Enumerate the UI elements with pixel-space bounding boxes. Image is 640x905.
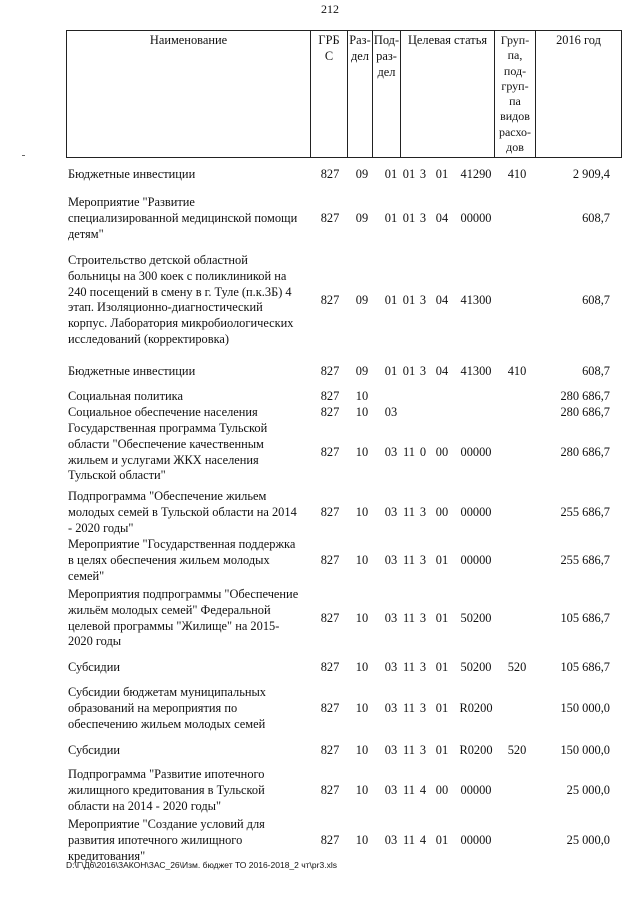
table-row xyxy=(0,817,640,864)
row-statya-program: 11 xyxy=(403,743,415,757)
row-grbs: 827 xyxy=(320,167,340,181)
page-number: 212 xyxy=(321,2,339,16)
row-name: Подпрограмма "Развитие ипотечного жилищного кредитования в Тульской области на 2014 - 2020 годы" xyxy=(68,767,265,813)
row-statya-event: 01 xyxy=(435,167,449,181)
table-row xyxy=(0,421,640,484)
row-podrazdel: 03 xyxy=(384,610,398,625)
row-name: Государственная программа Тульской области "Обеспечение качественным жильем и услугами ЖКХ населения Тульской области" xyxy=(68,421,268,483)
row-statya-code: 41300 xyxy=(460,364,492,378)
row-statya-code: 00000 xyxy=(460,832,492,847)
row-statya-program: 11 xyxy=(403,832,415,847)
row-grbs: 827 xyxy=(320,832,340,847)
row-name: Мероприятие "Развитие специализированной медицинской помощи детям" xyxy=(68,195,298,241)
row-statya-program: 11 xyxy=(403,552,415,567)
row-statya-subprogram: 4 xyxy=(419,782,427,797)
row-name: Субсидии xyxy=(68,660,120,674)
row-name: Мероприятие "Создание условий для развития ипотечного жилищного кредитования" xyxy=(68,817,265,863)
column-header-razdel: Раз- дел xyxy=(348,31,373,157)
row-statya-program: 11 xyxy=(403,660,415,674)
row-podrazdel: 03 xyxy=(384,700,398,715)
row-statya-code: 50200 xyxy=(460,610,492,625)
row-sum-2016: 608,7 xyxy=(582,292,610,307)
row-razdel: 09 xyxy=(355,364,369,378)
row-sum-2016: 150 000,0 xyxy=(560,700,610,715)
row-razdel: 10 xyxy=(355,405,369,419)
table-row xyxy=(0,195,640,242)
row-razdel: 10 xyxy=(355,660,369,674)
row-razdel: 10 xyxy=(355,389,369,403)
table-row xyxy=(0,685,640,732)
row-statya-event: 00 xyxy=(435,504,449,519)
row-name: Бюджетные инвестиции xyxy=(68,167,196,181)
table-row xyxy=(0,364,640,380)
row-statya-program: 11 xyxy=(403,700,415,715)
row-podrazdel: 03 xyxy=(384,552,398,567)
row-sum-2016: 255 686,7 xyxy=(560,552,610,567)
row-razdel: 09 xyxy=(355,292,369,307)
row-name: Социальная политика xyxy=(68,389,183,403)
row-razdel: 10 xyxy=(355,700,369,715)
row-razdel: 10 xyxy=(355,782,369,797)
table-row xyxy=(0,537,640,584)
table-row xyxy=(0,253,640,348)
row-sum-2016: 608,7 xyxy=(582,364,610,378)
row-statya-subprogram: 3 xyxy=(419,292,427,307)
column-header-statya: Целевая статья xyxy=(401,31,495,157)
row-statya-event: 00 xyxy=(435,782,449,797)
table-row xyxy=(0,389,640,405)
row-statya-event: 04 xyxy=(435,210,449,225)
row-statya-program: 01 xyxy=(402,167,416,181)
row-podrazdel: 03 xyxy=(384,832,398,847)
row-statya-event: 01 xyxy=(435,743,449,757)
column-header-year: 2016 год xyxy=(556,33,601,47)
row-grbs: 827 xyxy=(320,700,340,715)
row-vid-raskhodov: 520 xyxy=(507,743,527,757)
row-statya-program: 01 xyxy=(402,364,416,378)
row-grbs: 827 xyxy=(320,782,340,797)
row-sum-2016: 2 909,4 xyxy=(572,167,610,181)
column-header-podrazdel: Под- раз- дел xyxy=(373,31,401,157)
row-sum-2016: 150 000,0 xyxy=(560,743,610,757)
row-statya-program: 01 xyxy=(402,292,416,307)
row-grbs: 827 xyxy=(320,389,340,403)
row-sum-2016: 25 000,0 xyxy=(566,782,610,797)
row-sum-2016: 105 686,7 xyxy=(560,660,610,674)
row-statya-program: 11 xyxy=(403,444,415,459)
row-podrazdel: 01 xyxy=(384,364,398,378)
row-sum-2016: 280 686,7 xyxy=(560,444,610,459)
row-statya-code: R0200 xyxy=(459,700,493,715)
row-razdel: 09 xyxy=(355,210,369,225)
row-statya-program: 11 xyxy=(403,610,415,625)
row-statya-subprogram: 3 xyxy=(419,700,427,715)
row-statya-code: 00000 xyxy=(460,504,492,519)
row-grbs: 827 xyxy=(320,292,340,307)
row-sum-2016: 255 686,7 xyxy=(560,504,610,519)
row-statya-subprogram: 3 xyxy=(419,504,427,519)
row-grbs: 827 xyxy=(320,660,340,674)
row-statya-subprogram: 3 xyxy=(419,364,427,378)
row-name: Мероприятия подпрограммы "Обеспечение жильём молодых семей" Федеральной целевой программы "Жилище" на 2015- 2020 годы xyxy=(68,587,299,649)
row-grbs: 827 xyxy=(320,504,340,519)
row-statya-event: 04 xyxy=(435,292,449,307)
row-statya-code: 00000 xyxy=(460,210,492,225)
row-statya-code: R0200 xyxy=(459,743,493,757)
table-row xyxy=(0,743,640,759)
table-row xyxy=(0,489,640,536)
row-razdel: 10 xyxy=(355,504,369,519)
row-razdel: 10 xyxy=(355,832,369,847)
column-header-grbs: ГРБ С xyxy=(311,31,348,157)
row-razdel: 09 xyxy=(355,167,369,181)
margin-mark xyxy=(22,155,25,156)
row-razdel: 10 xyxy=(355,552,369,567)
row-statya-code: 50200 xyxy=(460,660,492,674)
row-statya-subprogram: 0 xyxy=(419,444,427,459)
row-podrazdel: 01 xyxy=(384,210,398,225)
table-header xyxy=(66,30,622,158)
row-vid-raskhodov: 410 xyxy=(507,364,527,378)
row-sum-2016: 105 686,7 xyxy=(560,610,610,625)
column-header-name: Наименование xyxy=(67,31,311,157)
row-grbs: 827 xyxy=(320,743,340,757)
row-statya-program: 11 xyxy=(403,504,415,519)
row-statya-subprogram: 3 xyxy=(419,210,427,225)
row-sum-2016: 608,7 xyxy=(582,210,610,225)
row-statya-event: 01 xyxy=(435,832,449,847)
row-razdel: 10 xyxy=(355,743,369,757)
table-row xyxy=(0,587,640,650)
row-podrazdel: 01 xyxy=(384,292,398,307)
row-statya-code: 41300 xyxy=(460,292,492,307)
table-row xyxy=(0,167,640,183)
row-podrazdel: 03 xyxy=(384,743,398,757)
row-statya-event: 04 xyxy=(435,364,449,378)
row-statya-subprogram: 3 xyxy=(419,660,427,674)
row-statya-event: 00 xyxy=(435,444,449,459)
row-sum-2016: 25 000,0 xyxy=(566,832,610,847)
row-name: Мероприятие "Государственная поддержка в целях обеспечения жильем молодых семей" xyxy=(68,537,296,583)
row-name: Субсидии xyxy=(68,743,120,757)
row-vid-raskhodov: 410 xyxy=(507,167,527,181)
row-statya-program: 11 xyxy=(403,782,415,797)
row-statya-subprogram: 3 xyxy=(419,743,427,757)
row-sum-2016: 280 686,7 xyxy=(560,389,610,403)
row-statya-event: 01 xyxy=(435,700,449,715)
row-statya-program: 01 xyxy=(402,210,416,225)
row-grbs: 827 xyxy=(320,610,340,625)
row-podrazdel: 03 xyxy=(384,504,398,519)
table-row xyxy=(0,660,640,676)
row-grbs: 827 xyxy=(320,364,340,378)
row-statya-subprogram: 3 xyxy=(419,167,427,181)
row-razdel: 10 xyxy=(355,610,369,625)
row-name: Строительство детской областной больницы на 300 коек с поликлиникой на 240 посещений в смену в г. Туле (п.к.3Б) 4 этап. Изоляционно-диагностический корпус. Лаборатория микробиологических исследований (корректировка) xyxy=(68,253,294,346)
row-grbs: 827 xyxy=(320,405,340,419)
row-statya-subprogram: 3 xyxy=(419,552,427,567)
row-statya-code: 00000 xyxy=(460,444,492,459)
table-row xyxy=(0,767,640,814)
row-sum-2016: 280 686,7 xyxy=(560,405,610,419)
row-name: Бюджетные инвестиции xyxy=(68,364,196,378)
row-razdel: 10 xyxy=(355,444,369,459)
row-vid-raskhodov: 520 xyxy=(507,660,527,674)
row-statya-code: 41290 xyxy=(460,167,492,181)
row-statya-code: 00000 xyxy=(460,552,492,567)
row-statya-subprogram: 3 xyxy=(419,610,427,625)
row-statya-code: 00000 xyxy=(460,782,492,797)
row-grbs: 827 xyxy=(320,210,340,225)
row-statya-subprogram: 4 xyxy=(419,832,427,847)
row-podrazdel: 03 xyxy=(384,405,398,419)
row-grbs: 827 xyxy=(320,552,340,567)
table-row xyxy=(0,405,640,421)
row-statya-event: 01 xyxy=(435,552,449,567)
row-name: Субсидии бюджетам муниципальных образований на мероприятия по обеспечению жильем молодых семей xyxy=(68,685,267,731)
row-statya-event: 01 xyxy=(435,660,449,674)
file-path-footer: D:\Г\Д6\2016\ЗАКОН\ЗАС_26\Изм. бюджет ТО 2016-2018_2 чт\pr3.xls xyxy=(66,860,337,870)
row-statya-event: 01 xyxy=(435,610,449,625)
row-grbs: 827 xyxy=(320,444,340,459)
row-podrazdel: 03 xyxy=(384,782,398,797)
row-podrazdel: 01 xyxy=(384,167,398,181)
column-header-gruppa: Груп- па, под- груп- па видов расхо- дов xyxy=(495,31,536,157)
row-name: Социальное обеспечение населения xyxy=(68,405,258,419)
row-podrazdel: 03 xyxy=(384,660,398,674)
row-podrazdel: 03 xyxy=(384,444,398,459)
row-name: Подпрограмма "Обеспечение жильем молодых семей в Тульской области на 2014 - 2020 годы" xyxy=(68,489,297,535)
